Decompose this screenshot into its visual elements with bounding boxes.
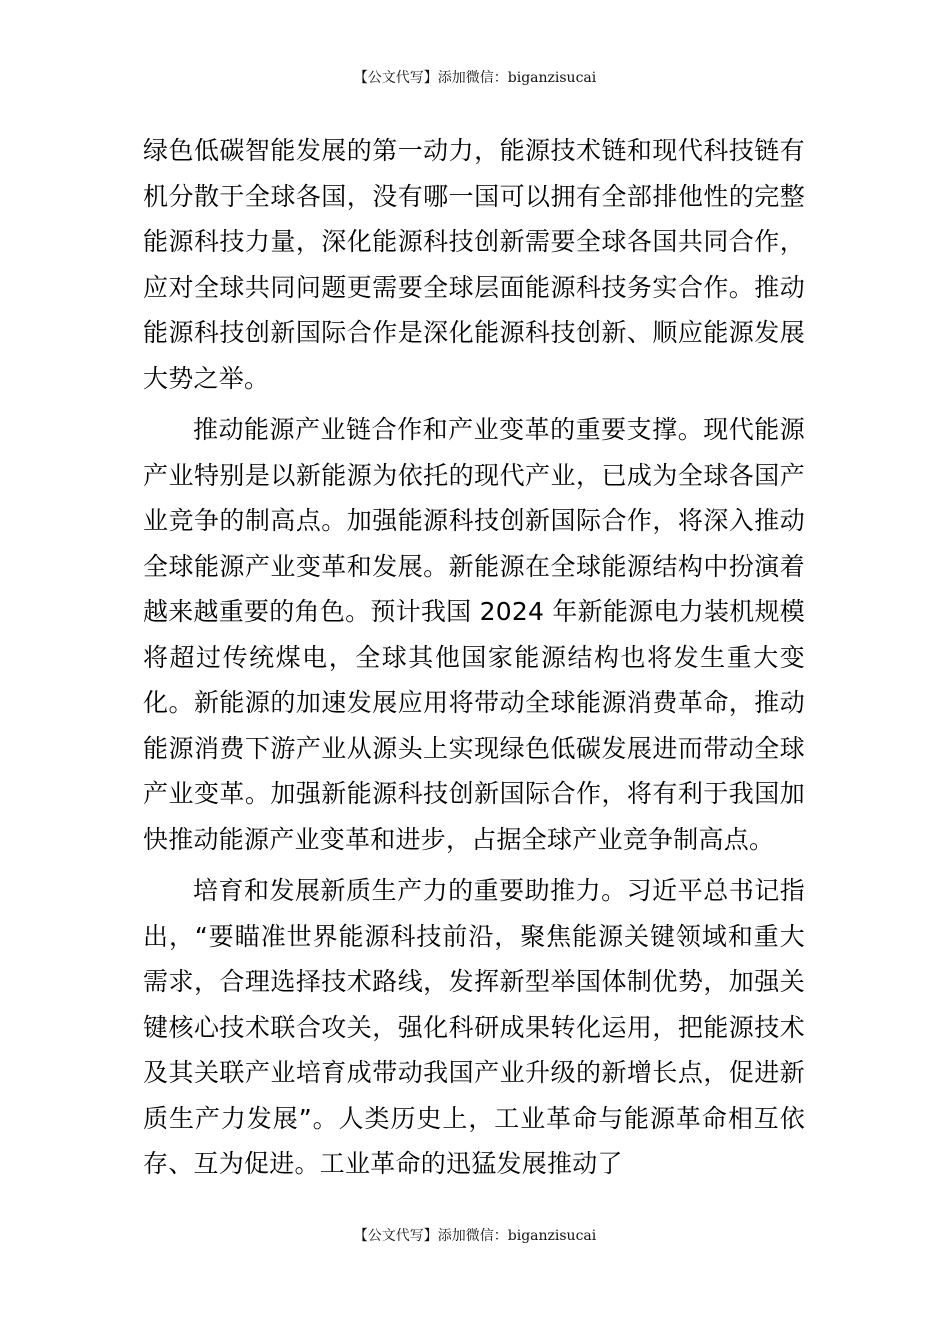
paragraph: 培育和发展新质生产力的重要助推力。习近平总书记指出，“要瞄准世界能源科技前沿，聚焦能源关键领域和重大需求，合理选择技术路线，发挥新型举国体制优势，加强关键核心技术联合攻关，强化科研成果转化运用，把能源技术及其关联产业培育成带动我国产业升级的新增长点，促进新质生产力发展”。人类历史上，工业革命与能源革命相互依存、互为促进。工业革命的迅猛发展推动了 <box>143 876 805 1178</box>
page-header: 【公文代写】添加微信：biganzisucai <box>353 70 597 86</box>
paragraph: 推动能源产业链合作和产业变革的重要支撑。现代能源产业特别是以新能源为依托的现代产业，已成为全球各国产业竞争的制高点。加强能源科技创新国际合作，将深入推动全球能源产业变革和发展。新能源在全球能源结构中扮演着越来越重要的角色。预计我国 2024 年新能源电力装机规模将超过传统煤电，全球其他国家能源结构也将发生重大变化。新能源的加速发展应用将带动全球能源消费革命，推动能源消费下游产业从源头上实现绿色低碳发展进而带动全球产业变革。加强新能源科技创新国际合作，将有利于我国加快推动能源产业变革和进步，占据全球产业竞争制高点。 <box>143 415 805 854</box>
document-body <box>143 128 805 1187</box>
paragraph: 绿色低碳智能发展的第一动力，能源技术链和现代科技链有机分散于全球各国，没有哪一国可以拥有全部排他性的完整能源科技力量，深化能源科技创新需要全球各国共同合作，应对全球共同问题更需要全球层面能源科技务实合作。推动能源科技创新国际合作是深化能源科技创新、顺应能源发展大势之举。 <box>143 136 805 393</box>
page-footer: 【公文代写】添加微信：biganzisucai <box>353 1228 597 1244</box>
